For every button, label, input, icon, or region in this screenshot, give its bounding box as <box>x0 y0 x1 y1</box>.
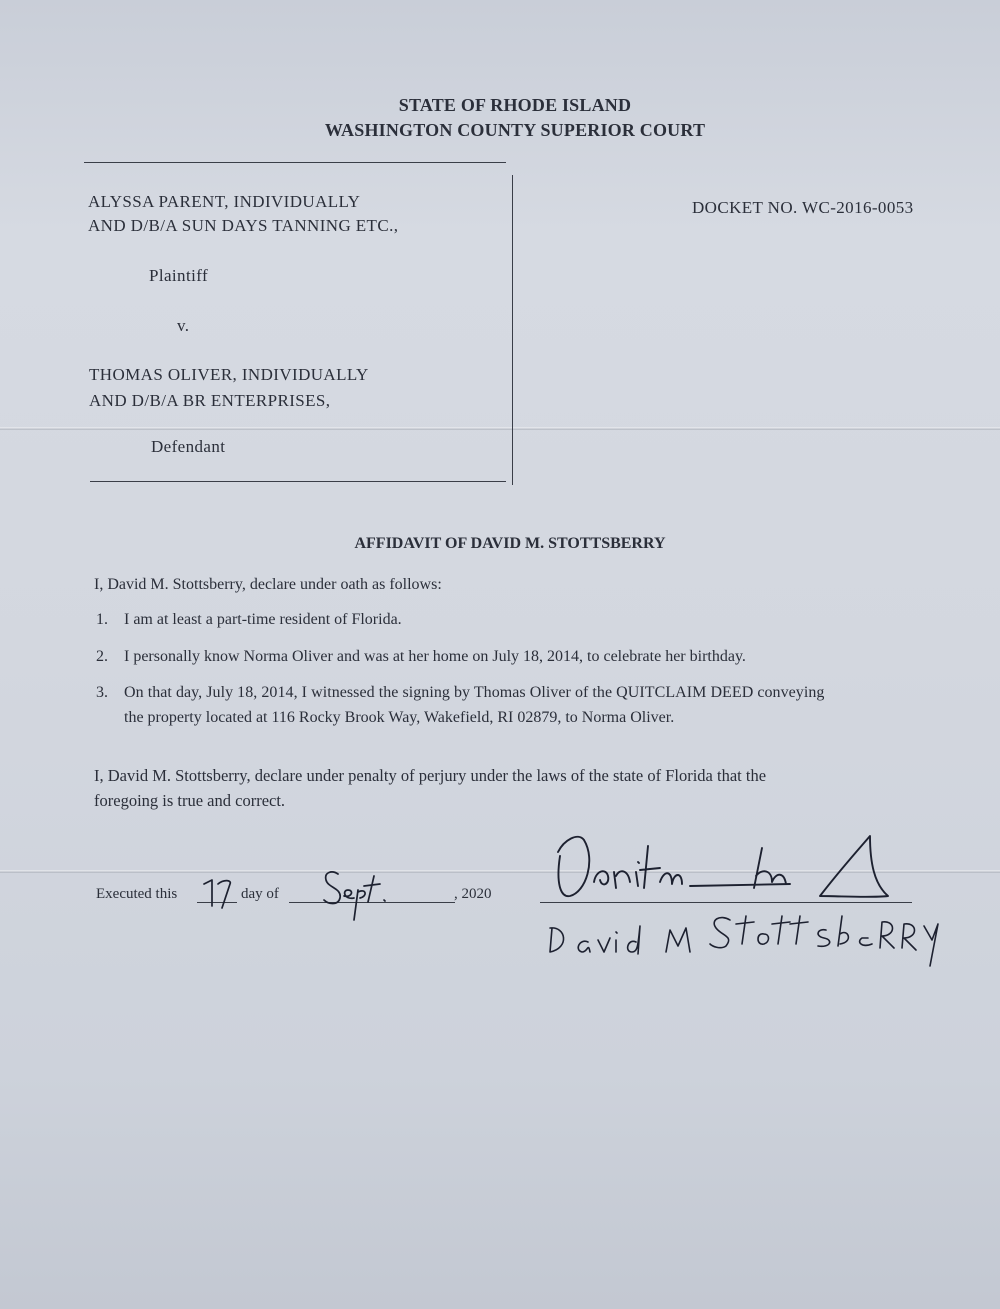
handwritten-printed-name <box>544 908 944 970</box>
item-text-continued: the property located at 116 Rocky Brook Way, Wakefield, RI 02879, to Norma Oliver. <box>124 709 675 726</box>
defendant-dba: AND D/B/A BR ENTERPRISES, <box>89 391 331 410</box>
plaintiff-dba: AND D/B/A SUN DAYS TANNING ETC., <box>88 216 399 235</box>
item-text: On that day, July 18, 2014, I witnessed the signing by Thomas Oliver of the QUITCLAIM DEED conveying <box>124 684 825 701</box>
executed-day-of: day of <box>241 886 279 902</box>
caption-top-rule <box>84 162 506 163</box>
versus-label: v. <box>177 316 190 335</box>
item-text: I personally know Norma Oliver and was at her home on July 18, 2014, to celebrate her birthday. <box>124 648 746 665</box>
declaration-text-continued: foregoing is true and correct. <box>94 791 286 810</box>
affidavit-intro: I, David M. Stottsberry, declare under oath as follows: <box>94 576 442 593</box>
plaintiff-role: Plaintiff <box>149 266 209 285</box>
affidavit-title: AFFIDAVIT OF DAVID M. STOTTSBERRY <box>354 535 666 552</box>
handwritten-day <box>198 870 238 910</box>
paper-fold-upper <box>0 427 1000 430</box>
handwritten-month <box>318 866 398 922</box>
caption-bottom-rule <box>90 481 506 482</box>
item-text: I am at least a part-time resident of Florida. <box>124 611 402 628</box>
court-state: STATE OF RHODE ISLAND <box>398 95 632 115</box>
item-number: 2. <box>96 648 108 665</box>
defendant-role: Defendant <box>151 437 226 456</box>
signature-mark <box>540 826 900 910</box>
plaintiff-name: ALYSSA PARENT, INDIVIDUALLY <box>88 192 361 211</box>
item-number: 1. <box>96 611 108 628</box>
court-name: WASHINGTON COUNTY SUPERIOR COURT <box>324 120 706 140</box>
defendant-name: THOMAS OLIVER, INDIVIDUALLY <box>89 365 369 384</box>
item-number: 3. <box>96 684 108 701</box>
caption-divider <box>512 175 513 485</box>
executed-year: , 2020 <box>454 886 492 902</box>
docket-number: DOCKET NO. WC-2016-0053 <box>692 198 914 217</box>
executed-prefix: Executed this <box>96 886 178 902</box>
declaration-text: I, David M. Stottsberry, declare under penalty of perjury under the laws of the state of Florida that the <box>94 766 767 785</box>
